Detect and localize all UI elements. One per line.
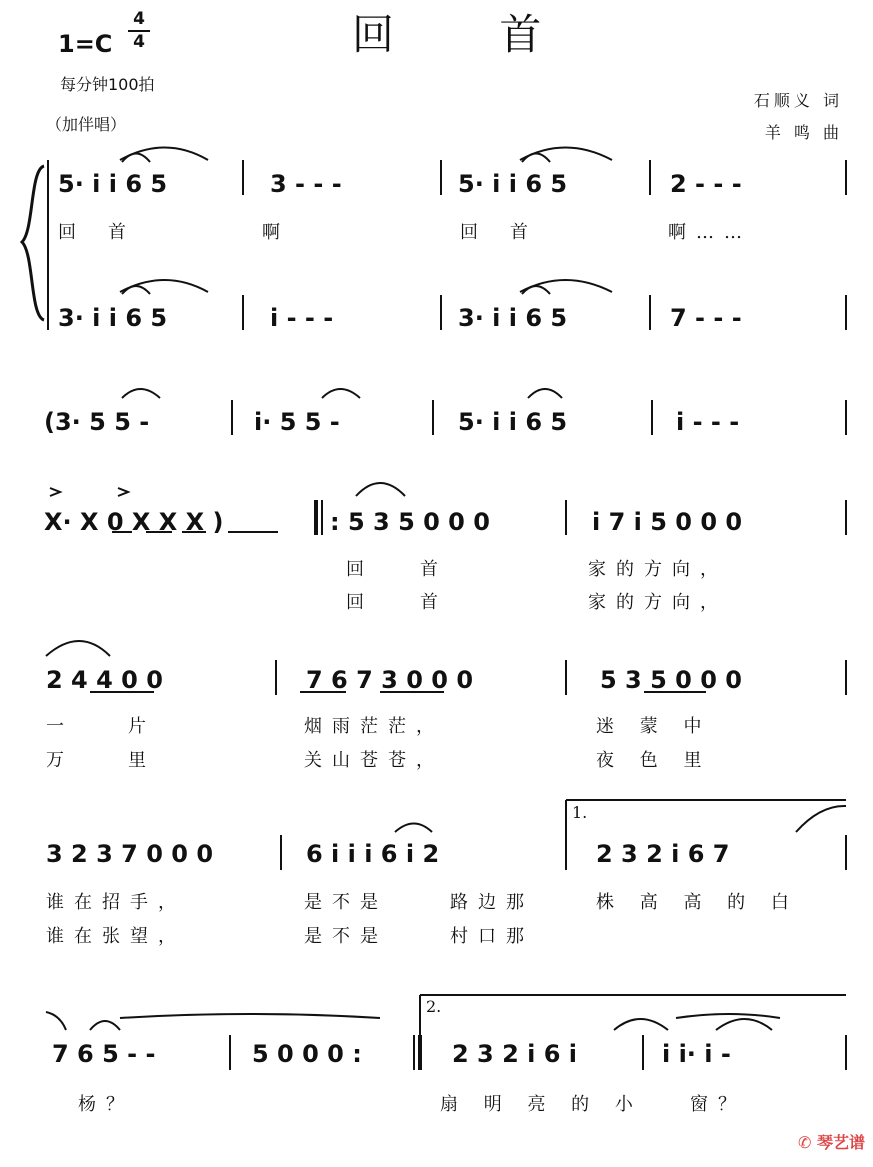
- notation-system-6: 3 2 3 7 0 0 0: [46, 840, 214, 868]
- svg-text:i i· i -: i i· i -: [662, 1040, 731, 1068]
- lyric-s4-v2-3: 家的方向，: [588, 592, 728, 613]
- notation-system-4: X· X 0 X X X ): [44, 508, 224, 536]
- notation-system-2: 3· i i 6 5: [58, 304, 168, 332]
- lyric-s1-3: 啊: [262, 222, 290, 243]
- lyric-s4-v1-3: 家的方向，: [588, 559, 728, 580]
- svg-text:3 - - -: 3 - - -: [270, 170, 342, 198]
- svg-text:7 - - -: 7 - - -: [670, 304, 742, 332]
- svg-text:5· i i 6 5: 5· i i 6 5: [458, 408, 568, 436]
- svg-text:i - - -: i - - -: [270, 304, 334, 332]
- lyric-s4-v1-1: 回: [346, 559, 374, 580]
- volta-2-label: 2.: [426, 997, 442, 1016]
- svg-text:2 3 2 i 6 i: 2 3 2 i 6 i: [452, 1040, 578, 1068]
- time-sig-bottom: 4: [133, 32, 145, 52]
- lyric-s6-v1-3: 路边那: [450, 892, 534, 913]
- svg-text:6 i i i 6 i 2: 6 i i i 6 i 2: [306, 840, 440, 868]
- lyricist-credit: 石顺义 词: [753, 91, 843, 110]
- svg-text:2 - - -: 2 - - -: [670, 170, 742, 198]
- svg-text:5· i i 6 5: 5· i i 6 5: [458, 170, 568, 198]
- svg-text:i· 5 5 -: i· 5 5 -: [254, 408, 340, 436]
- time-sig-top: 4: [133, 9, 145, 29]
- svg-text:5 3 5 0 0 0: 5 3 5 0 0 0: [600, 666, 742, 694]
- lyric-s6-v2-2: 是不是: [304, 926, 388, 947]
- lyric-s6-v1-2: 是不是: [304, 892, 388, 913]
- lyric-s6-v2-3: 村口那: [450, 926, 534, 947]
- lyric-s6-v1-1: 谁在招手，: [46, 892, 186, 913]
- svg-text:3· i i 6 5: 3· i i 6 5: [458, 304, 568, 332]
- lyric-s6-v1-4: 株 高 高 的 白: [596, 892, 799, 913]
- lyric-s5-v2-1: 万: [46, 750, 74, 771]
- lyric-s5-v1-3: 烟雨茫茫，: [304, 716, 444, 737]
- lyric-s6-v2-1: 谁在张望，: [46, 926, 186, 947]
- watermark-icon: ✆: [798, 1133, 812, 1152]
- svg-text:i - - -: i - - -: [676, 408, 740, 436]
- performance-note: （加伴唱）: [46, 115, 127, 134]
- svg-text:: 5 3 5 0 0 0: : 5 3 5 0 0 0: [330, 508, 490, 536]
- lyric-s5-v1-1: 一: [46, 716, 74, 737]
- key-signature: 1=C: [58, 30, 113, 58]
- lyric-s7-1: 杨？: [78, 1094, 134, 1115]
- lyric-s7-3: 窗？: [690, 1094, 746, 1115]
- lyric-s4-v2-2: 首: [420, 592, 448, 613]
- watermark-logo: [798, 1130, 865, 1153]
- notation-system-3: (3· 5 5 -: [44, 408, 150, 436]
- lyric-s7-2: 扇 明 亮 的 小: [440, 1094, 643, 1115]
- watermark-text: 琴艺谱: [816, 1133, 865, 1152]
- notation-system-7: 7 6 5 - -: [52, 1040, 156, 1068]
- notation-system-1: 5· i i 6 5: [58, 170, 168, 198]
- lyric-s1-4: 回: [460, 222, 488, 243]
- lyric-s1-6: 啊……: [668, 222, 752, 243]
- lyric-s5-v2-2: 里: [128, 750, 156, 771]
- svg-text:2 3 2 i 6 7: 2 3 2 i 6 7: [596, 840, 730, 868]
- lyric-s5-v1-2: 片: [128, 716, 156, 737]
- svg-text:i 7 i 5 0 0 0: i 7 i 5 0 0 0: [592, 508, 743, 536]
- lyric-s5-v2-3: 关山苍苍，: [304, 750, 444, 771]
- lyric-s4-v2-1: 回: [346, 592, 374, 613]
- svg-text:5 0 0 0 :: 5 0 0 0 :: [252, 1040, 362, 1068]
- lyric-s1-1: 回: [58, 222, 86, 243]
- lyric-s4-v1-2: 首: [420, 559, 448, 580]
- svg-text:7 6 7 3 0 0 0: 7 6 7 3 0 0 0: [306, 666, 474, 694]
- lyric-s5-v2-4: 夜 色 里: [596, 750, 712, 771]
- lyric-s5-v1-4: 迷 蒙 中: [596, 716, 712, 737]
- volta-1-label: 1.: [572, 803, 588, 822]
- notation-system-5: 2 4 4 0 0: [46, 666, 163, 694]
- lyric-s1-5: 首: [510, 222, 538, 243]
- page-title: 回 首: [352, 10, 588, 59]
- composer-credit: 羊 鸣 曲: [764, 123, 843, 142]
- tempo-marking: 每分钟100拍: [60, 75, 155, 94]
- lyric-s1-2: 首: [108, 222, 136, 243]
